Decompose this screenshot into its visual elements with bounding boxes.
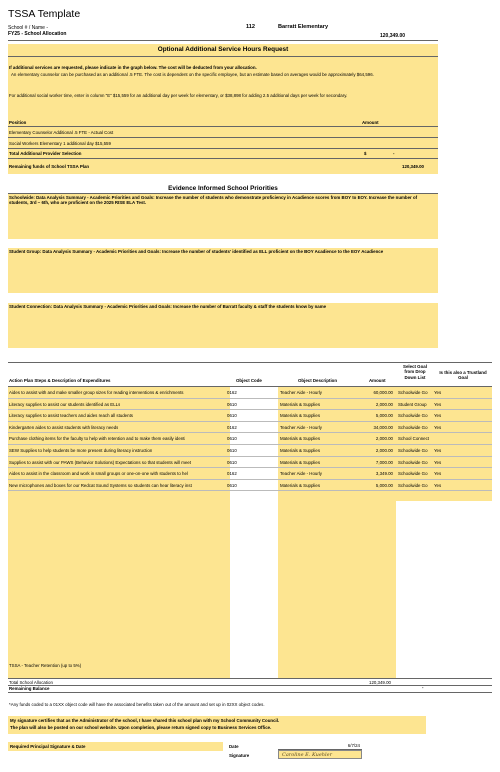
allocation-label: FY25 - School Allocation	[8, 31, 67, 37]
row-object-code: 0162	[227, 390, 237, 395]
schoolwide-goal: Schoolwide: Data Analysis Summary - Academic Priorities and Goals: Increase the number of students who demonstrate proficiency in Acadience scores from BOY to EOY. Increase the number of students, 3rd – 6th, who are proficient on the 2025 RISE ELA Test.	[8, 194, 438, 239]
student-group-goal: Student Group: Data Analysis Summary - Academic Priorities and Goals: Increase the number of students' identified as ELL proficient on the BOY Acadience to the EOY Acadience	[8, 248, 438, 293]
optional-total-currency: $	[364, 151, 367, 156]
row-trustland: Yes	[434, 401, 442, 407]
row-object-code: 0610	[227, 448, 237, 453]
signature-required-label: Required Principal Signature & Date	[10, 744, 86, 749]
row-object-description: Materials & Supplies	[280, 482, 321, 488]
row-goal: Schoolwide Go	[398, 413, 428, 419]
steps-column	[8, 386, 230, 678]
col-position: Position	[9, 120, 27, 125]
student-connection-goal: Student Connection: Data Analysis Summary - Academic Priorities and Goals: Increase the number of Barratt faculty & staff the students know by name	[8, 303, 438, 348]
footer-note: *Any funds coded to a 01XX object code will have the associated benefits taken out of the amount and set up in 02XX object codes.	[9, 702, 265, 707]
date-field[interactable]	[278, 742, 362, 750]
certification-line-1: My signature certifies that as the Administrator of the school, I have shared this school plan with my School Community Council.	[10, 718, 280, 723]
row-trustland: Yes	[434, 459, 442, 465]
row-description: New microphones and boxes for our Redcat Sound Systems so students can hear literacy inst	[9, 482, 192, 488]
optional-total-value: -	[393, 151, 395, 156]
row-object-description: Materials & Supplies	[280, 401, 321, 407]
row-goal: School Connect	[398, 436, 429, 442]
row-object-description: Teacher Aide - Hourly	[280, 390, 322, 395]
row-description: Supplies to assist with our PAWS (Behavior Solutions) Expectations so that students will meet	[9, 459, 192, 465]
row-amount: 34,000.00	[373, 424, 393, 430]
row-object-description: Materials & Supplies	[280, 413, 321, 419]
col-object-code: Object Code	[236, 378, 262, 383]
certification-line-2: The plan will also be posted on our school website. Upon completion, please return signed copy to Business Services Office.	[10, 725, 272, 730]
row-trustland: Yes	[434, 413, 442, 419]
row-trustland: Yes	[434, 424, 442, 430]
row-object-code: 0610	[227, 482, 237, 488]
signature-field[interactable]	[278, 750, 362, 759]
counselor-text: An elementary counselor can be purchased as an additional .5 FTE. The cost is dependent on the specific employee, but an estimate based on averages would be approximately $64,596.	[11, 72, 374, 77]
row-object-description: Teacher Aide - Hourly	[280, 424, 322, 430]
row-divider	[8, 456, 492, 457]
signature-image-text: Caroline E. Kuehler	[282, 752, 332, 758]
row-object-code: 0162	[227, 471, 237, 477]
row-amount: 5,000.00	[375, 482, 393, 488]
col-amount: Amount	[362, 120, 379, 125]
row-description: Aides to assist in the classroom and work in small groups or one-on-one with students to hel	[9, 471, 188, 477]
optional-row-1: Elementary Counselor Additional .5 FTE - Actual Cost	[9, 130, 114, 135]
signature-label: Signature	[229, 753, 250, 758]
retention-label: TSSA - Teacher Retention (up to 5%)	[9, 663, 82, 668]
row-goal: Schoolwide Go	[398, 424, 428, 430]
row-trustland: Yes	[434, 390, 442, 395]
row-object-code: 0610	[227, 401, 237, 407]
row-trustland: Yes	[434, 448, 442, 453]
remaining-funds-label: Remaining funds of School TSSA Plan	[9, 164, 90, 169]
row-object-description: Teacher Aide - Hourly	[280, 471, 322, 477]
date-label: Date	[229, 744, 239, 749]
col-object-desc: Object Description	[298, 378, 338, 383]
page-title: TSSA Template	[8, 8, 81, 20]
evidence-heading: Evidence Informed School Priorities	[168, 185, 278, 192]
row-object-code: 0610	[227, 413, 237, 419]
row-description: SEW Supplies to help students be more present during literacy instruction	[9, 448, 153, 453]
row-divider	[8, 398, 492, 399]
row-divider	[8, 409, 492, 410]
school-number: 112	[246, 24, 256, 30]
col-amount-header: Amount	[369, 378, 386, 383]
row-amount: 2,000.00	[375, 436, 393, 442]
row-amount: 3,349.00	[375, 471, 393, 477]
col-select-goal: Select Goal from Drop Down List	[403, 364, 427, 380]
row-description: Kindergarten aides to assist students with literacy needs	[9, 424, 119, 430]
row-divider	[8, 444, 492, 445]
remaining-funds-amount: 120,349.00	[402, 164, 424, 169]
remaining-balance-label: Remaining Balance	[9, 686, 50, 691]
col-trustland: Is this also a Trustland Goal	[439, 370, 487, 381]
row-goal: Schoolwide Go	[398, 448, 428, 453]
row-divider	[8, 479, 492, 480]
row-amount: 2,000.00	[375, 448, 393, 453]
social-worker-text: For additional social worker time, enter in column "E" $15,559 for an additional day per week for elementary, or $38,898 for adding 2.5 additional days per week for secondary.	[9, 93, 348, 98]
object-desc-column	[278, 386, 396, 678]
total-allocation-amount: 120,349.00	[369, 680, 391, 685]
optional-total-label: Total Additional Provider Selection	[9, 151, 82, 156]
row-goal: Schoolwide Go	[398, 471, 428, 477]
row-goal: Schoolwide Go	[398, 459, 428, 465]
row-amount: 2,000.00	[375, 401, 393, 407]
row-amount: 7,000.00	[375, 459, 393, 465]
row-description: Literacy supplies to assist teachers and aides reach all students	[9, 413, 133, 419]
row-description: Aides to assist with and make smaller group sizes for reading interventions & enrichments	[9, 390, 184, 395]
row-divider	[8, 490, 492, 491]
row-divider	[8, 432, 492, 433]
row-amount: 5,000.00	[375, 413, 393, 419]
row-object-code: 0610	[227, 436, 237, 442]
allocation-amount: 120,349.00	[380, 33, 406, 39]
row-divider	[8, 421, 492, 422]
row-object-code: 0610	[227, 459, 237, 465]
row-object-description: Materials & Supplies	[280, 436, 321, 442]
row-divider	[8, 467, 492, 468]
row-object-description: Materials & Supplies	[280, 448, 321, 453]
row-goal: Schoolwide Go	[398, 390, 428, 395]
optional-row-2: Social Workers Elementary 1 additional day $15,559	[9, 141, 111, 146]
row-description: Purchase clothing items for the faculty to help with retention and to make them easily identi	[9, 436, 186, 442]
row-amount: 60,000.00	[373, 390, 393, 395]
row-goal: Student Group	[398, 401, 427, 407]
school-label: School # / Name -	[8, 25, 49, 31]
col-steps: Action Plan Steps & Description of Expenditures	[9, 378, 111, 383]
row-description: Literacy supplies to assist our students identified as ELLs	[9, 401, 121, 407]
row-object-description: Materials & Supplies	[280, 459, 321, 465]
row-trustland: Yes	[434, 482, 442, 488]
school-name: Barratt Elementary	[278, 24, 329, 30]
row-goal: Schoolwide Go	[398, 482, 428, 488]
row-trustland: Yes	[434, 471, 442, 477]
optional-notice: If additional services are requested, please indicate in the graph below. The cost will be deducted from your allocation.	[9, 65, 257, 70]
remaining-balance-value: -	[422, 685, 424, 690]
date-value: 6/7/24	[347, 743, 360, 748]
total-allocation-label: Total School Allocation	[9, 680, 53, 685]
optional-heading: Optional Additional Service Hours Request	[157, 46, 289, 53]
row-object-code: 0162	[227, 424, 237, 430]
